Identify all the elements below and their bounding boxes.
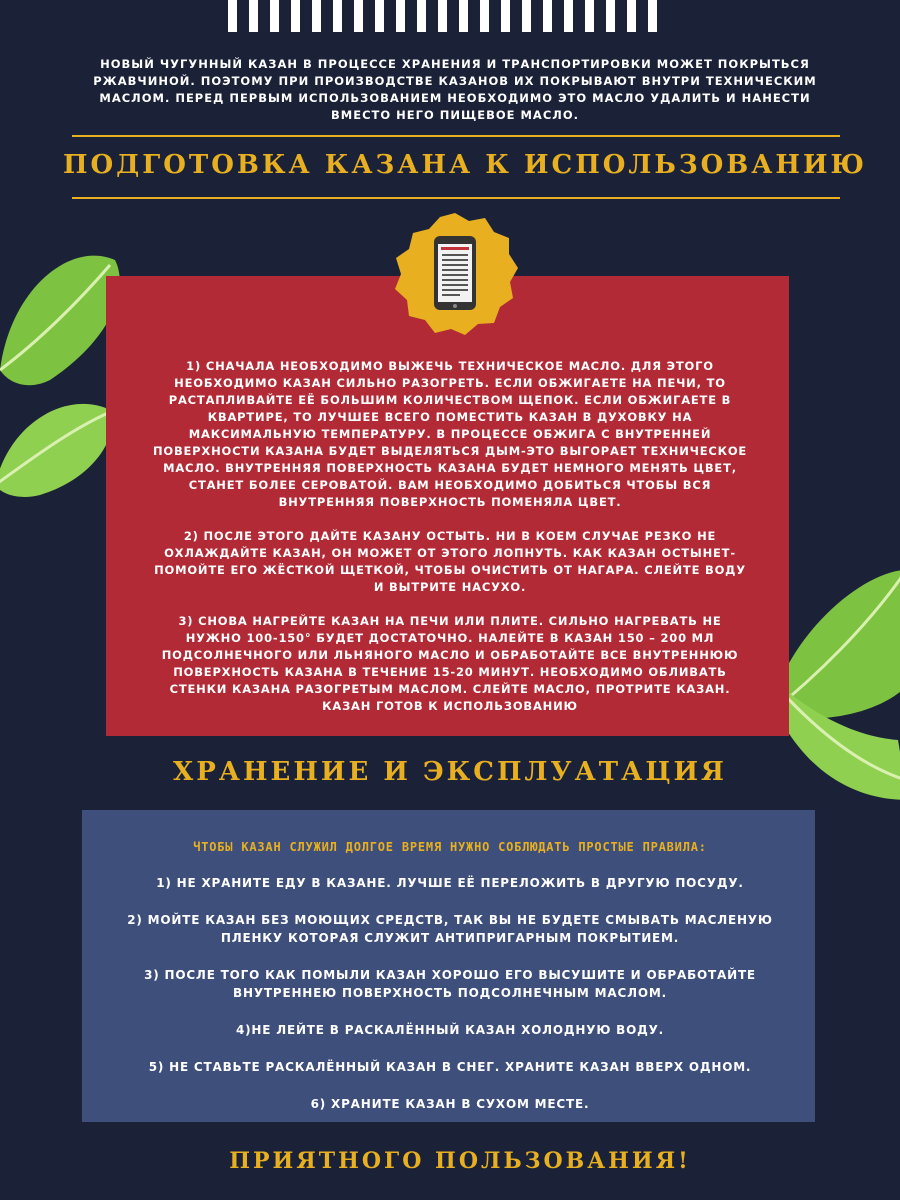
rule-4: 4)НЕ ЛЕЙТЕ В РАСКАЛЁННЫЙ КАЗАН ХОЛОДНУЮ ВОДУ. xyxy=(235,1023,665,1037)
rule-6: 6) ХРАНИТЕ КАЗАН В СУХОМ МЕСТЕ. xyxy=(310,1097,590,1111)
rule-3: 3) ПОСЛЕ ТОГО КАК ПОМЫЛИ КАЗАН ХОРОШО ЕГО ВЫСУШИТЕ И ОБРАБОТАЙТЕ ВНУТРЕННЕЮ ПОВЕРХНОСТЬ ПОДСОЛНЕЧНЫМ МАСЛОМ. xyxy=(144,968,756,1000)
section2-title: ХРАНЕНИЕ И ЭКСПЛУАТАЦИЯ xyxy=(173,757,727,787)
storage-rules xyxy=(100,838,800,1132)
rule-1: 1) НЕ ХРАНИТЕ ЕДУ В КАЗАНЕ. ЛУЧШЕ ЕЁ ПЕРЕЛОЖИТЬ В ДРУГУЮ ПОСУДУ. xyxy=(156,876,744,890)
intro-text: НОВЫЙ ЧУГУННЫЙ КАЗАН В ПРОЦЕССЕ ХРАНЕНИЯ И ТРАНСПОРТИРОВКИ МОЖЕТ ПОКРЫТЬСЯ РЖАВЧИНОЙ. ПОЭТОМУ ПРИ ПРОИЗВОДСТВЕ КАЗАНОВ ИХ ПОКРЫВАЮТ ВНУТРИ ТЕХНИЧЕСКИМ МАСЛОМ. ПЕРЕД ПЕРВЫМ ИСПОЛЬЗОВАНИЕМ НЕОБХОДИМО ЭТО МАСЛО УДАЛИТЬ И НАНЕСТИ ВМЕСТО НЕГО ПИЩЕВОЕ МАСЛО. xyxy=(93,57,817,122)
section1-title: ПОДГОТОВКА КАЗАНА К ИСПОЛЬЗОВАНИЮ xyxy=(62,150,868,180)
rule-2: 2) МОЙТЕ КАЗАН БЕЗ МОЮЩИХ СРЕДСТВ, ТАК ВЫ НЕ БУДЕТЕ СМЫВАТЬ МАСЛЕНУЮ ПЛЕНКУ КОТОРАЯ СЛУЖИТ АНТИПРИГАРНЫМ ПОКРЫТИЕМ. xyxy=(127,913,773,945)
divider-bottom xyxy=(72,197,840,199)
closing-text: ПРИЯТНОГО ПОЛЬЗОВАНИЯ! xyxy=(229,1148,691,1174)
storage-lead: ЧТОБЫ КАЗАН СЛУЖИЛ ДОЛГОЕ ВРЕМЯ НУЖНО СОБЛЮДАТЬ ПРОСТЫЕ ПРАВИЛА: xyxy=(193,840,707,854)
step-2: 2) ПОСЛЕ ЭТОГО ДАЙТЕ КАЗАНУ ОСТЫТЬ. НИ В КОЕМ СЛУЧАЕ РЕЗКО НЕ ОХЛАЖДАЙТЕ КАЗАН, ОН МОЖЕТ ОТ ЭТОГО ЛОПНУТЬ. КАК КАЗАН ОСТЫНЕТ- ПОМОЙТЕ ЕГО ЖЁСТКОЙ ЩЕТКОЙ, ЧТОБЫ ОЧИСТИТЬ ОТ НАГАРА. СЛЕЙТЕ ВОДУ И ВЫТРИТЕ НАСУХО. xyxy=(154,529,746,594)
rule-5: 5) НЕ СТАВЬТЕ РАСКАЛЁННЫЙ КАЗАН В СНЕГ. ХРАНИТЕ КАЗАН ВВЕРХ ОДНОМ. xyxy=(148,1060,752,1074)
top-stripes-decoration xyxy=(228,0,678,32)
step-3: 3) СНОВА НАГРЕЙТЕ КАЗАН НА ПЕЧИ ИЛИ ПЛИТЕ. СИЛЬНО НАГРЕВАТЬ НЕ НУЖНО 100-150° БУДЕТ ДОСТАТОЧНО. НАЛЕЙТЕ В КАЗАН 150 – 200 МЛ ПОДСОЛНЕЧНОГО ИЛИ ЛЬНЯНОГО МАСЛО И ОБРАБОТАЙТЕ ВСЕ ВНУТРЕННЮЮ ПОВЕРХНОСТЬ КАЗАНА В ТЕЧЕНИЕ 15-20 МИНУТ. НЕОБХОДИМО ОБЛИВАТЬ СТЕНКИ КАЗАНА РАЗОГРЕТЫМ МАСЛОМ. СЛЕЙТЕ МАСЛО, ПРОТРИТЕ КАЗАН. КАЗАН ГОТОВ К ИСПОЛЬЗОВАНИЮ xyxy=(161,614,739,713)
tablet-icon xyxy=(390,211,520,341)
divider-top xyxy=(72,135,840,137)
step-1: 1) СНАЧАЛА НЕОБХОДИМО ВЫЖЕЧЬ ТЕХНИЧЕСКОЕ МАСЛО. ДЛЯ ЭТОГО НЕОБХОДИМО КАЗАН СИЛЬНО РАЗОГРЕТЬ. ЕСЛИ ОБЖИГАЕТЕ НА ПЕЧИ, ТО РАСТАПЛИВАЙТЕ ЕЁ БОЛЬШИМ КОЛИЧЕСТВОМ ЩЕПОК. ЕСЛИ ОБЖИГАЕТЕ В КВАРТИРЕ, ТО ЛУЧШЕЕ ВСЕГО ПОМЕСТИТЬ КАЗАН В ДУХОВКУ НА МАКСИМАЛЬНУЮ ТЕМПЕРАТУРУ. В ПРОЦЕССЕ ОБЖИГА С ВНУТРЕННЕЙ ПОВЕРХНОСТИ КАЗАНА БУДЕТ ВЫДЕЛЯТЬСЯ ДЫМ-ЭТО ВЫГОРАЕТ ТЕХНИЧЕСКОЕ МАСЛО. ВНУТРЕННЯЯ ПОВЕРХНОСТЬ КАЗАНА БУДЕТ НЕМНОГО МЕНЯТЬ ЦВЕТ, СТАНЕТ БОЛЕЕ СЕРОВАТОЙ. ВАМ НЕОБХОДИМО ДОБИТЬСЯ ЧТОБЫ ВСЯ ВНУТРЕННЯЯ ПОВЕРХНОСТЬ ПОМЕНЯЛА ЦВЕТ. xyxy=(152,359,748,509)
preparation-steps xyxy=(150,358,750,732)
